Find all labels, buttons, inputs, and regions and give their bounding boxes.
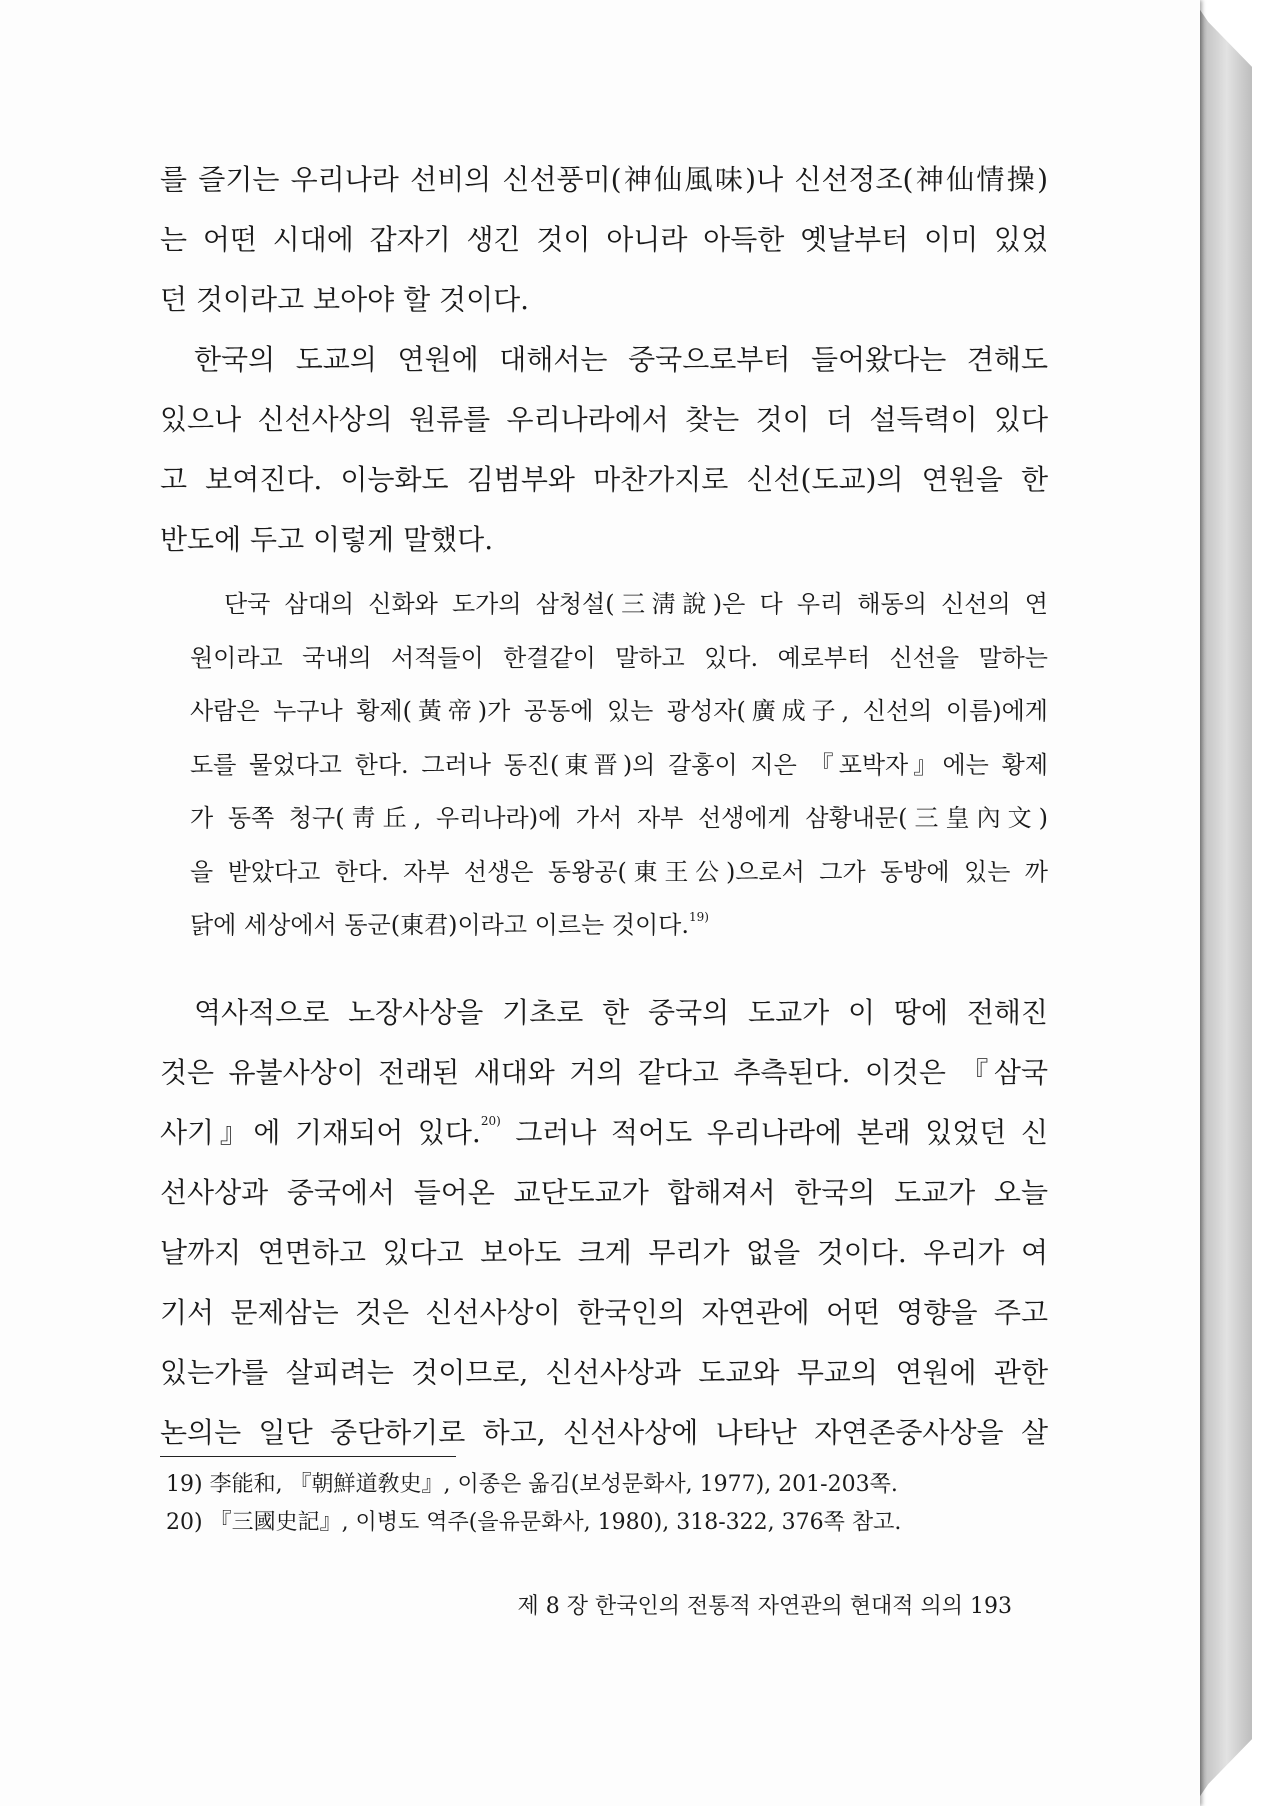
footnote-ref-20: 20) [480, 1114, 501, 1128]
text-line: 한국의 도교의 연원에 대해서는 중국으로부터 들어왔다는 견해도 [194, 343, 1048, 376]
text-line: 날까지 연면하고 있다고 보아도 크게 무리가 없을 것이다. 우리가 여 [160, 1236, 1048, 1269]
quote-line: 사람은 누구나 황제(黃帝)가 공동에 있는 광성자(廣成子, 신선의 이름)에게 [190, 697, 1048, 725]
quote-line: 가 동쪽 청구(靑丘, 우리나라)에 가서 자부 선생에게 삼황내문(三皇內文) [190, 804, 1048, 832]
quote-text: 닭에 세상에서 동군(東君)이라고 이르는 것이다. [190, 911, 689, 939]
book-page-edge [1196, 4, 1252, 1802]
paragraph-1 [160, 150, 1048, 330]
footnote-20: 20) 『三國史記』, 이병도 역주(을유문화사, 1980), 318-322, 376쪽 참고. [166, 1510, 902, 1535]
running-footer: 제 8 장 한국인의 전통적 자연관의 현대적 의의 193 [517, 1594, 1012, 1619]
paragraph-3 [160, 983, 1048, 1463]
text-line: 반도에 두고 이렇게 말했다. [160, 523, 494, 556]
text-line: 있는가를 살피려는 것이므로, 신선사상과 도교와 무교의 연원에 관한 [160, 1356, 1048, 1389]
text-line: 있으나 신선사상의 원류를 우리나라에서 찾는 것이 더 설득력이 있다 [160, 403, 1048, 436]
footnote-divider [160, 1456, 456, 1457]
text-line: 것은 유불사상이 전래된 새대와 거의 같다고 추측된다. 이것은 『삼국 [160, 1056, 1048, 1089]
text-line: 는 어떤 시대에 갑자기 생긴 것이 아니라 아득한 옛날부터 이미 있었 [160, 223, 1048, 256]
text-line: 선사상과 중국에서 들어온 교단도교가 합해져서 한국의 도교가 오늘 [160, 1176, 1048, 1209]
text-line: 를 즐기는 우리나라 선비의 신선풍미(神仙風味)나 신선정조(神仙情操) [160, 163, 1048, 196]
text-segment: 사기』에 기재되어 있다. [160, 1116, 481, 1149]
quote-line: 단국 삼대의 신화와 도가의 삼청설(三淸說)은 다 우리 해동의 신선의 연 [224, 590, 1048, 618]
paragraph-2 [160, 330, 1048, 570]
quote-line-last [190, 899, 1048, 953]
text-line: 기서 문제삼는 것은 신선사상이 한국인의 자연관에 어떤 영향을 주고 [160, 1296, 1048, 1329]
quote-line: 도를 물었다고 한다. 그러나 동진(東晋)의 갈홍이 지은 『포박자』에는 황제 [190, 750, 1048, 779]
footnotes [166, 1466, 1046, 1542]
text-line: 역사적으로 노장사상을 기초로 한 중국의 도교가 이 땅에 전해진 [194, 996, 1048, 1029]
quote-line: 을 받았다고 한다. 자부 선생은 동왕공(東王公)으로서 그가 동방에 있는 까 [190, 857, 1048, 886]
footnote-ref-19: 19) [689, 910, 709, 924]
quote-line: 원이라고 국내의 서적들이 한결같이 말하고 있다. 예로부터 신선을 말하는 [190, 643, 1048, 672]
text-line: 고 보여진다. 이능화도 김범부와 마찬가지로 신선(도교)의 연원을 한 [160, 463, 1048, 496]
text-line: 던 것이라고 보아야 할 것이다. [160, 283, 530, 316]
footnote-19: 19) 李能和, 『朝鮮道敎史』, 이종은 옮김(보성문화사, 1977), 201-203쪽. [166, 1472, 898, 1497]
text-line-with-note [160, 1103, 1048, 1163]
text-line: 논의는 일단 중단하기로 하고, 신선사상에 나타난 자연존중사상을 살 [160, 1416, 1048, 1449]
text-segment: 그러나 적어도 우리나라에 본래 있었던 신 [500, 1116, 1048, 1149]
block-quote [190, 578, 1048, 953]
